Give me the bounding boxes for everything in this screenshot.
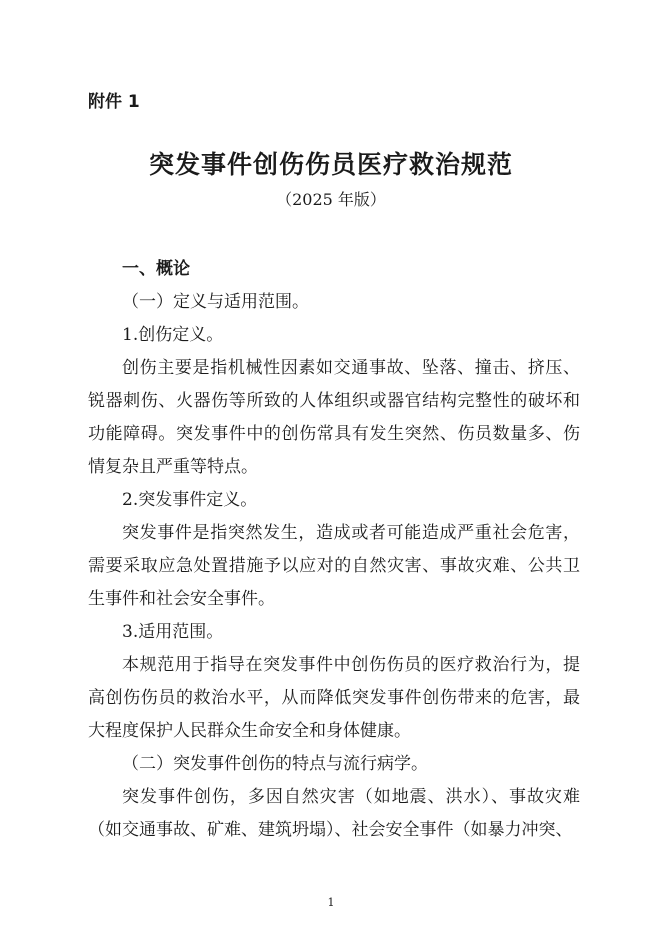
paragraph-scope: 本规范用于指导在突发事件中创伤伤员的医疗救治行为，提高创伤伤员的救治水平，从而降低突发事件创伤带来的危害，最大程度保护人民群众生命安全和身体健康。	[88, 655, 580, 741]
paragraph-emergency-definition: 突发事件是指突然发生，造成或者可能造成严重社会危害，需要采取应急处置措施予以应对的自然灾害、事故灾难、公共卫生事件和社会安全事件。	[88, 523, 580, 609]
section-heading-overview: 一、概论	[122, 259, 190, 279]
subsection-heading-definition-scope: （一）定义与适用范围。	[122, 292, 309, 312]
item-heading-scope: 3.适用范围。	[122, 622, 224, 642]
document-title: 突发事件创伤伤员医疗救治规范	[148, 150, 513, 179]
paragraph-trauma-definition: 创伤主要是指机械性因素如交通事故、坠落、撞击、挤压、锐器刺伤、火器伤等所致的人体组织或器官结构完整性的破坏和功能障碍。突发事件中的创伤常具有发生突然、伤员数量多、伤情复杂且严重等特点。	[88, 358, 580, 477]
paragraph-characteristics: 突发事件创伤，多因自然灾害（如地震、洪水）、事故灾难（如交通事故、矿难、建筑坍塌）、社会安全事件（如暴力冲突、	[88, 787, 580, 840]
subsection-heading-characteristics: （二）突发事件创伤的特点与流行病学。	[122, 754, 428, 774]
document-edition: （2025 年版）	[276, 190, 386, 209]
item-heading-emergency-definition: 2.突发事件定义。	[122, 490, 258, 510]
attachment-label: 附件 1	[88, 92, 140, 112]
item-heading-trauma-definition: 1.创伤定义。	[122, 325, 224, 345]
page-number: 1	[327, 896, 335, 909]
document-body	[88, 253, 580, 847]
